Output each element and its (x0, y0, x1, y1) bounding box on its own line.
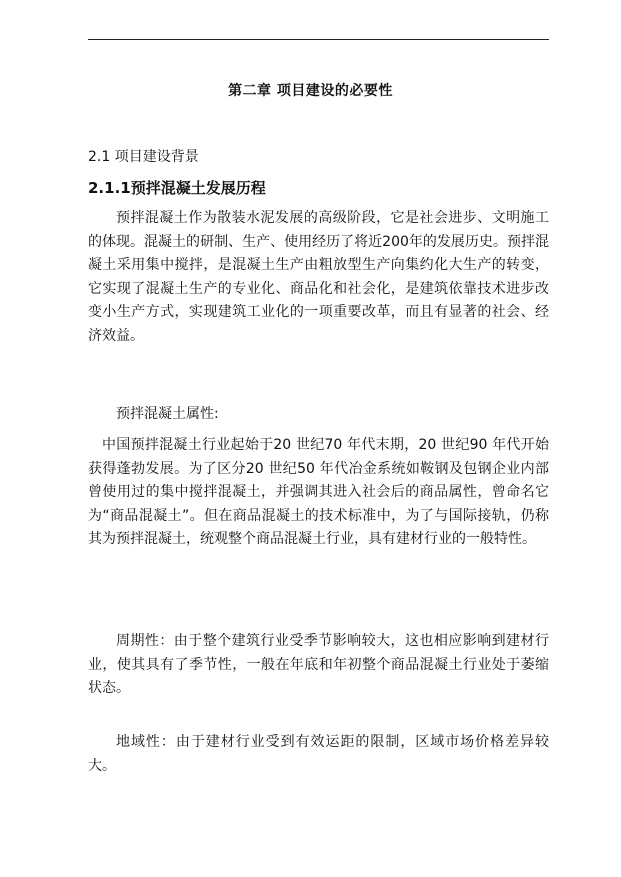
section-heading: 2.1 项目建设背景 (88, 149, 199, 165)
paragraph-development-history: 预拌混凝土作为散装水泥发展的高级阶段，它是社会进步、文明施工的体现。混凝土的研制、生产、使用经历了将近200年的发展历史。预拌混凝土采用集中搅拌，是混凝土生产由粗放型生产向集约化大生产的转变，它实现了混凝土生产的专业化、商品化和社会化，是建筑依靠技术进步改变小生产方式，实现建筑工业化的一项重要改革，而且有显著的社会、经济效益。 (88, 210, 549, 344)
chapter-title: 第二章 项目建设的必要性 (228, 83, 393, 99)
paragraph-regionality: 地域性：由于建材行业受到有效运距的限制，区域市场价格差异较大。 (88, 734, 549, 774)
paragraph-attributes-heading: 预拌混凝土属性: (116, 406, 219, 422)
header-rule (88, 39, 549, 40)
paragraph-industry-origin: 中国预拌混凝土行业起始于20 世纪70 年代末期，20 世纪90 年代开始获得蓬勃发展。为了区分20 世纪50 年代冶金系统如鞍钢及包钢企业内部曾使用过的集中搅拌混凝土，并强调其进入社会后的商品属性，曾命名它为“商品混凝土”。但在商品混凝土的技术标准中，为了与国际接轨，仍称其为预拌混凝土，统观整个商品混凝土行业，具有建材行业的一般特性。 (88, 437, 549, 548)
subsection-heading: 2.1.1预拌混凝土发展历程 (88, 179, 266, 197)
paragraph-periodicity: 周期性：由于整个建筑行业受季节影响较大，这也相应影响到建材行业，使其具有了季节性，一般在年底和年初整个商品混凝土行业处于萎缩状态。 (88, 633, 549, 697)
